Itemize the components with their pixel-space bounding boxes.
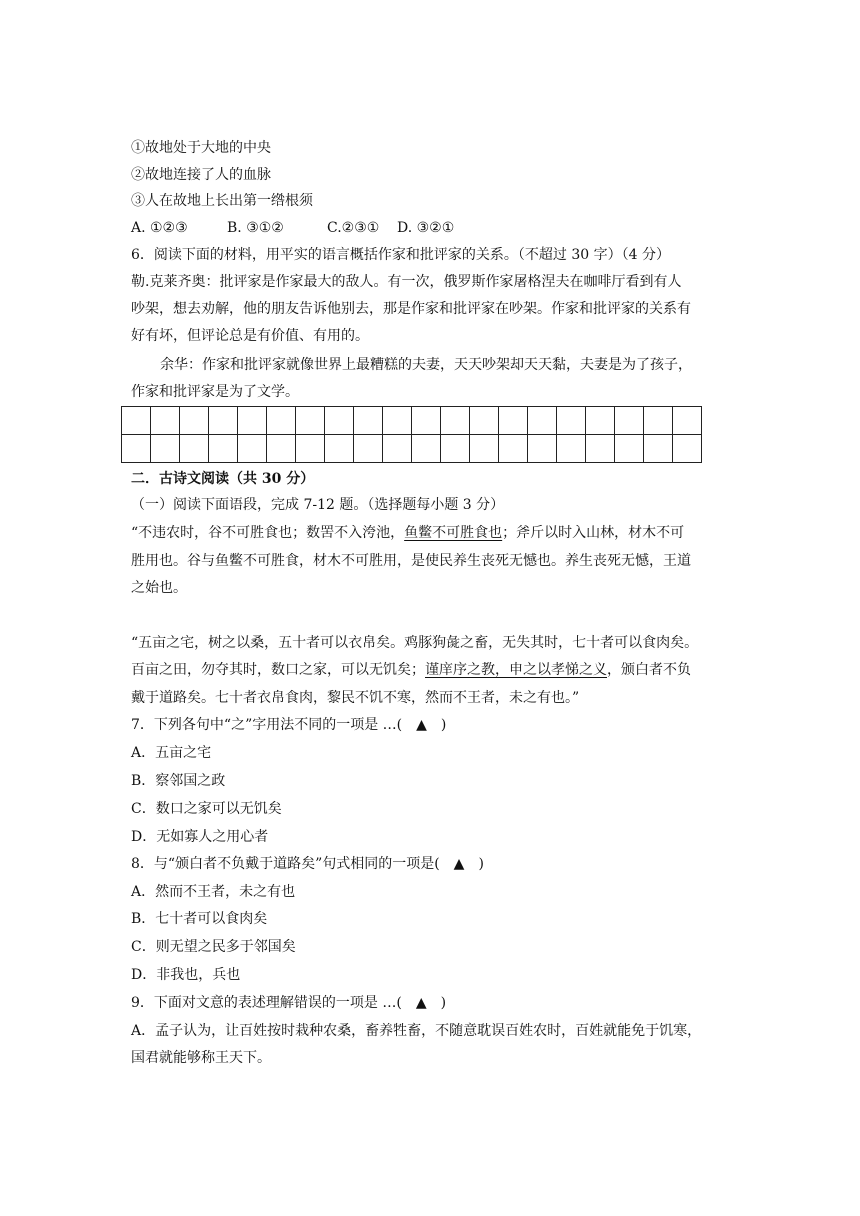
- q7-option-c: C．数口之家可以无饥矣: [131, 801, 282, 817]
- q5-choice-a: A. ①②③: [131, 220, 188, 236]
- option-2: ②故地连接了人的血脉: [131, 167, 271, 183]
- q5-choices: [131, 219, 455, 237]
- passage1-text: “不违农时，谷不可胜食也；数罟不入洿池，: [131, 525, 405, 541]
- answer-cell[interactable]: [354, 435, 383, 463]
- q8-option-a: A．然而不王者，未之有也: [131, 884, 296, 900]
- q7-stem: 7．下列各句中“之”字用法不同的一项是 …( ▲ ): [131, 717, 447, 733]
- q5-choice-d: D. ③②①: [397, 220, 455, 236]
- q6-yuhua-line: 余华：作家和批评家就像世界上最糟糕的夫妻，天天吵架却天天黏，夫妻是为了孩子，: [160, 357, 692, 373]
- answer-cell[interactable]: [644, 435, 673, 463]
- passage1-line: 胜用也。谷与鱼鳖不可胜食，材木不可胜用，是使民养生丧死无憾也。养生丧死无憾，王道: [131, 553, 691, 569]
- answer-cell[interactable]: [528, 407, 557, 435]
- answer-cell[interactable]: [238, 435, 267, 463]
- section-heading: 二．古诗文阅读（共 30 分）: [131, 471, 315, 487]
- answer-cell[interactable]: [615, 407, 644, 435]
- answer-cell[interactable]: [644, 407, 673, 435]
- section-instruction: （一）阅读下面语段，完成 7-12 题。（选择题每小题 3 分）: [131, 497, 505, 513]
- passage2-text: ，颁白者不负: [607, 662, 691, 678]
- answer-cell[interactable]: [238, 407, 267, 435]
- answer-cell[interactable]: [586, 435, 615, 463]
- passage1-line: 之始也。: [131, 580, 187, 596]
- passage1-text: ；斧斤以时入山林，材木不可: [502, 525, 685, 541]
- q6-material-line: 好有坏，但评论总是有价值、有用的。: [131, 328, 369, 344]
- answer-cell[interactable]: [615, 435, 644, 463]
- q7-option-b: B．察邻国之政: [131, 773, 226, 789]
- answer-cell[interactable]: [354, 407, 383, 435]
- q6-material-line: 吵架，想去劝解，他的朋友告诉他别去，那是作家和批评家在吵架。作家和批评家的关系有: [131, 301, 691, 317]
- passage2-text: 百亩之田，勿夺其时，数口之家，可以无饥矣；: [131, 662, 425, 678]
- answer-cell[interactable]: [673, 407, 702, 435]
- passage2-line: “五亩之宅，树之以桑，五十者可以衣帛矣。鸡豚狗彘之畜，无失其时，七十者可以食肉矣。: [131, 635, 699, 651]
- answer-cell[interactable]: [209, 435, 238, 463]
- answer-grid-row: [122, 407, 702, 435]
- q7-option-d: D．无如寡人之用心者: [131, 829, 269, 845]
- answer-cell[interactable]: [586, 407, 615, 435]
- answer-cell[interactable]: [180, 407, 209, 435]
- answer-grid[interactable]: [121, 406, 702, 463]
- answer-cell[interactable]: [296, 435, 325, 463]
- option-3: ③人在故地上长出第一绺根须: [131, 193, 313, 209]
- q8-option-d: D．非我也，兵也: [131, 967, 241, 983]
- q8-stem: 8．与“颁白者不负戴于道路矣”句式相同的一项是( ▲ ): [131, 856, 484, 872]
- q9-option-a: A．孟子认为，让百姓按时栽种农桑，畜养牲畜，不随意耽误百姓农时，百姓就能免于饥寒，: [131, 1023, 702, 1039]
- q6-material-line: 勒.克莱齐奥：批评家是作家最大的敌人。有一次，俄罗斯作家屠格涅夫在咖啡厅看到有人: [131, 274, 682, 290]
- answer-cell[interactable]: [296, 407, 325, 435]
- q9-option-a-cont: 国君就能够称王天下。: [131, 1050, 271, 1066]
- answer-cell[interactable]: [122, 435, 151, 463]
- q6-yuhua-line: 作家和批评家是为了文学。: [131, 384, 299, 400]
- answer-cell[interactable]: [267, 407, 296, 435]
- answer-cell[interactable]: [441, 435, 470, 463]
- answer-cell[interactable]: [267, 435, 296, 463]
- answer-cell[interactable]: [151, 407, 180, 435]
- q7-option-a: A．五亩之宅: [131, 745, 212, 761]
- answer-cell[interactable]: [325, 407, 354, 435]
- passage1-line: [131, 524, 684, 542]
- q6-stem: 6．阅读下面的材料，用平实的语言概括作家和批评家的关系。（不超过 30 字）（4 分）: [131, 247, 670, 263]
- answer-grid-row: [122, 435, 702, 463]
- answer-cell[interactable]: [557, 407, 586, 435]
- q8-option-c: C．则无望之民多于邻国矣: [131, 939, 296, 955]
- answer-cell[interactable]: [325, 435, 354, 463]
- answer-cell[interactable]: [673, 435, 702, 463]
- answer-cell[interactable]: [151, 435, 180, 463]
- answer-cell[interactable]: [122, 407, 151, 435]
- passage2-line: 戴于道路矣。七十者衣帛食肉，黎民不饥不寒，然而不王者，未之有也。”: [131, 690, 580, 706]
- answer-cell[interactable]: [499, 407, 528, 435]
- answer-cell[interactable]: [412, 407, 441, 435]
- answer-cell[interactable]: [180, 435, 209, 463]
- answer-cell[interactable]: [557, 435, 586, 463]
- answer-cell[interactable]: [470, 435, 499, 463]
- q9-stem: 9．下面对文意的表述理解错误的一项是 …( ▲ ): [131, 995, 447, 1011]
- underlined-phrase: 鱼鳖不可胜食也: [404, 525, 503, 541]
- answer-cell[interactable]: [470, 407, 499, 435]
- answer-cell[interactable]: [412, 435, 441, 463]
- q5-choice-c: C.②③①: [327, 220, 380, 236]
- option-1: ①故地处于大地的中央: [131, 140, 271, 156]
- q8-option-b: B．七十者可以食肉矣: [131, 911, 268, 927]
- q5-choice-b: B. ③①②: [227, 220, 284, 236]
- answer-cell[interactable]: [441, 407, 470, 435]
- passage2-line: [131, 661, 691, 679]
- answer-cell[interactable]: [499, 435, 528, 463]
- answer-cell[interactable]: [528, 435, 557, 463]
- answer-cell[interactable]: [209, 407, 238, 435]
- answer-cell[interactable]: [383, 407, 412, 435]
- answer-cell[interactable]: [383, 435, 412, 463]
- underlined-phrase: 谨庠序之教，申之以孝悌之义: [425, 662, 607, 678]
